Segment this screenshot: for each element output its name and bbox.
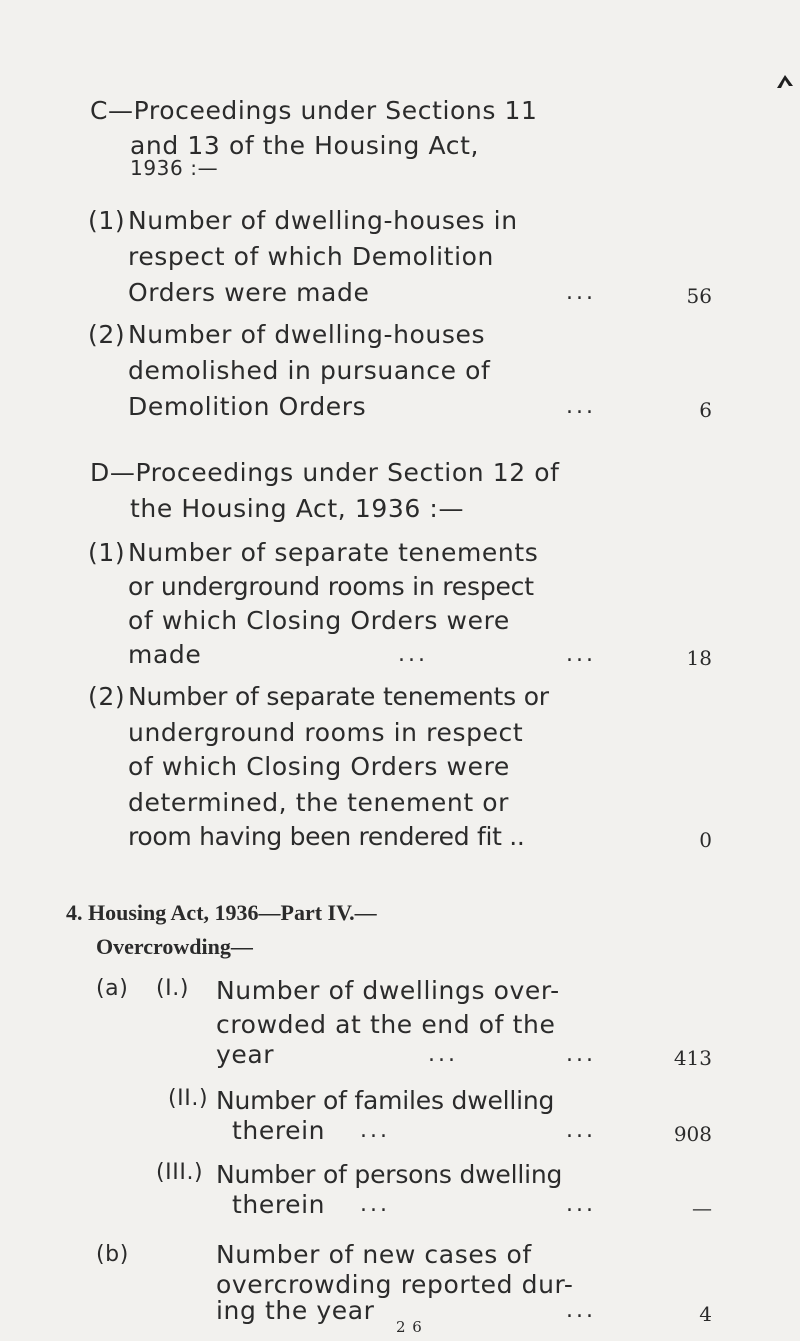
section-c-item-2-label: (2) [88,320,126,349]
section-d-item-2-line-5: room having been rendered fit .. [128,822,525,851]
section-c-item-1-line-2: respect of which Demolition [128,242,494,271]
leader-dots: ... [566,1192,596,1217]
section-c-heading-line-1: C—Proceedings under Sections 11 [90,96,538,125]
leader-dots: ... [566,1042,596,1067]
section-d-item-1-value: 18 [686,646,712,670]
corner-mark-icon [775,72,795,90]
section-c-heading-line-2: and 13 of the Housing Act, [130,131,480,160]
section-4-item-3-line-1: Number of persons dwelling [216,1160,563,1189]
page-number: 2 6 [396,1318,423,1336]
section-4-item-4-line-2: overcrowding reported dur- [216,1270,574,1299]
section-4-item-1-label: (I.) [156,976,190,1001]
section-4-item-4-line-1: Number of new cases of [216,1240,532,1269]
section-d-item-1-label: (1) [88,538,126,567]
section-4-item-2-line-1: Number of familes dwelling [216,1086,555,1115]
section-c-item-1-line-3: Orders were made [128,278,370,307]
section-4-item-4-value: 4 [699,1302,712,1326]
section-c-item-1-line-1: Number of dwelling-houses in [128,206,518,235]
leader-dots: ... [398,642,428,667]
section-c-item-2-line-2: demolished in pursuance of [128,356,491,385]
leader-dots: ... [566,1118,596,1143]
section-c-item-2-line-1: Number of dwelling-houses [128,320,486,349]
section-d-item-1-line-4: made [128,640,202,669]
section-4-item-1-line-2: crowded at the end of the [216,1010,556,1039]
section-4-item-3-label: (III.) [156,1160,204,1185]
section-d-heading-line-2: the Housing Act, 1936 :— [130,494,465,523]
section-c-item-1-value: 56 [686,284,712,308]
section-d-item-1-line-1: Number of separate tenements [128,538,539,567]
section-d-heading-line-1: D—Proceedings under Section 12 of [90,458,560,487]
section-4-heading-line-2: Overcrowding— [96,934,253,959]
section-4-heading-line-1: 4. Housing Act, 1936—Part IV.— [66,900,377,925]
leader-dots: ... [360,1192,390,1217]
section-d-item-2-line-4: determined, the tenement or [128,788,510,817]
section-d-item-2-label: (2) [88,682,126,711]
leader-dots: ... [566,642,596,667]
section-4-item-1-line-1: Number of dwellings over- [216,976,560,1005]
section-4-item-1-line-3: year [216,1040,275,1069]
section-4-item-2-line-2: therein [232,1116,326,1145]
leader-dots: ... [566,1298,596,1323]
section-c-heading-line-3: 1936 :— [130,156,219,180]
section-4-item-3-value: — [692,1196,712,1220]
leader-dots: ... [566,394,596,419]
section-4-item-3-line-2: therein [232,1190,326,1219]
leader-dots: ... [428,1042,458,1067]
section-c-item-2-value: 6 [699,398,712,422]
section-c-item-2-line-3: Demolition Orders [128,392,367,421]
section-c-item-1-label: (1) [88,206,126,235]
section-4-item-2-label: (II.) [168,1086,209,1111]
section-4-item-1-value: 413 [673,1046,712,1070]
section-d-item-2-line-1: Number of separate tenements or [128,682,549,711]
section-4-item-2-value: 908 [673,1122,712,1146]
section-4-b-label: (b) [96,1242,129,1267]
section-d-item-2-value: 0 [699,828,712,852]
section-4-a-label: (a) [96,976,129,1001]
section-d-item-1-line-3: of which Closing Orders were [128,606,510,635]
section-d-item-2-line-3: of which Closing Orders were [128,752,510,781]
leader-dots: ... [566,280,596,305]
section-4-item-4-line-3: ing the year [216,1296,375,1325]
section-d-item-1-line-2: or underground rooms in respect [128,572,534,601]
section-d-item-2-line-2: underground rooms in respect [128,718,524,747]
leader-dots: ... [360,1118,390,1143]
